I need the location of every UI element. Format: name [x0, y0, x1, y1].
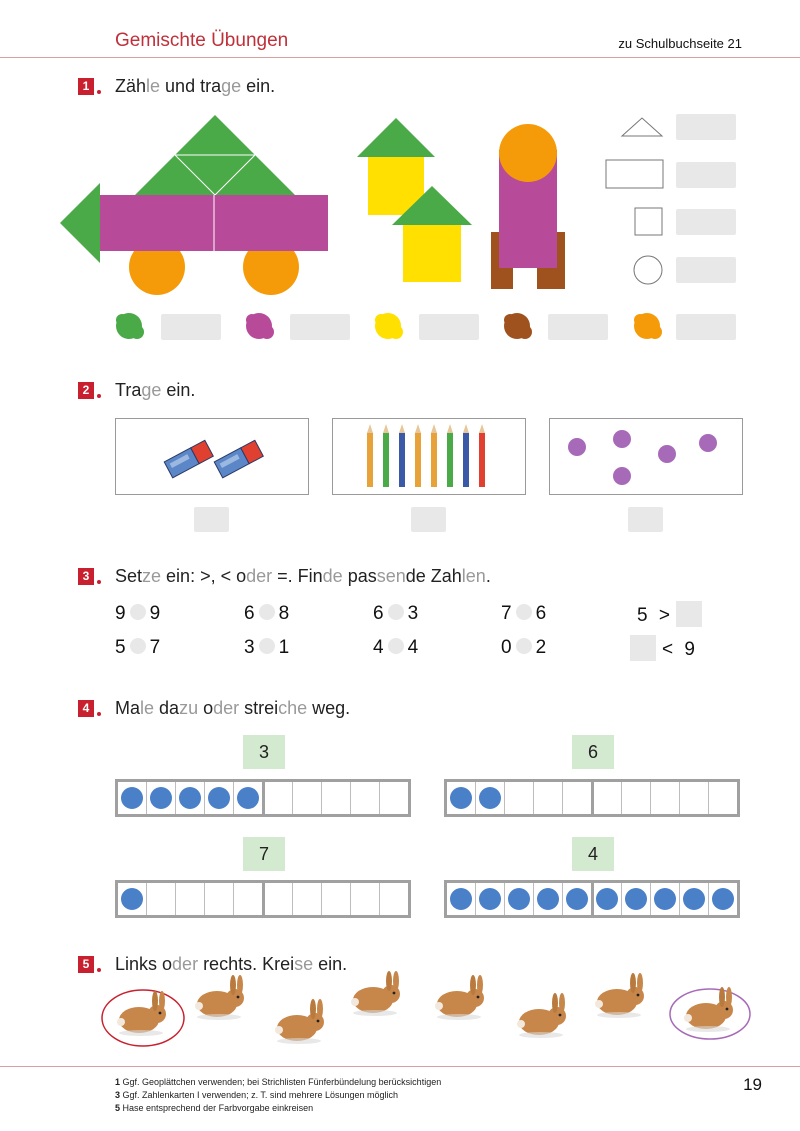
- dot-picture-frame: [549, 418, 743, 495]
- magenta-count-box[interactable]: [290, 314, 350, 340]
- ten-frame-cell[interactable]: [709, 883, 737, 915]
- ten-frame-cell[interactable]: [380, 883, 408, 915]
- comparison-item: 6 3: [373, 603, 419, 624]
- ten-frame-cell[interactable]: [322, 883, 351, 915]
- pencil-icon: [479, 433, 485, 487]
- task-dot: [97, 580, 101, 584]
- task-1-instruction: Zähle und trage ein.: [115, 76, 276, 96]
- footnote: 3 Ggf. Zahlenkarten I verwenden; z. T. sind mehrere Lösungen möglich: [115, 1090, 399, 1100]
- comparison-item: 5 7: [115, 637, 161, 658]
- ten-frame[interactable]: [444, 880, 740, 918]
- color-scribble-icon: [504, 313, 532, 339]
- task-dot: [97, 90, 101, 94]
- task-5-instruction: Links oder rechts. Kreise ein.: [115, 954, 348, 974]
- ten-frame-cell[interactable]: [265, 883, 294, 915]
- color-scribble-icon: [634, 313, 662, 339]
- ten-frame[interactable]: [115, 779, 411, 817]
- dot-count-box[interactable]: [628, 507, 663, 532]
- blue-counter-chip: [596, 888, 618, 910]
- orange-count-box[interactable]: [676, 314, 736, 340]
- schoolbook-reference: zu Schulbuchseite 21: [618, 36, 742, 51]
- comparison-item: 4 4: [373, 637, 419, 658]
- task-number-3: 3: [78, 568, 94, 585]
- rectangle-icon: [606, 160, 663, 188]
- target-number: 7: [243, 837, 285, 871]
- comparison-item: < 9: [624, 637, 695, 663]
- target-number: 4: [572, 837, 614, 871]
- ten-frame-cell[interactable]: [176, 782, 205, 814]
- comparison-circle[interactable]: [388, 604, 404, 620]
- page-title: Gemischte Übungen: [115, 30, 289, 51]
- ten-frame-cell[interactable]: [476, 782, 505, 814]
- footnote: 5 Hase entsprechend der Farbvorgabe einkreisen: [115, 1103, 314, 1113]
- pencil-icon: [447, 433, 453, 487]
- task-number-4: 4: [78, 700, 94, 717]
- ten-frame-cell[interactable]: [563, 883, 594, 915]
- ten-frame-cell[interactable]: [118, 782, 147, 814]
- ten-frame-cell[interactable]: [205, 883, 234, 915]
- page-number: 19: [743, 1075, 762, 1094]
- shape-figures: [55, 110, 575, 300]
- comparison-circle[interactable]: [259, 638, 275, 654]
- task-number-5: 5: [78, 956, 94, 973]
- number-box[interactable]: [676, 601, 702, 627]
- ten-frame-cell[interactable]: [205, 782, 234, 814]
- shape-legend: [600, 110, 670, 290]
- color-scribble-icon: [116, 313, 144, 339]
- blue-counter-chip: [654, 888, 676, 910]
- triangle-count-box[interactable]: [676, 114, 736, 140]
- blue-counter-chip: [150, 787, 172, 809]
- ten-frame-cell[interactable]: [147, 883, 176, 915]
- ten-frame-cell[interactable]: [563, 782, 594, 814]
- task-number-1: 1: [78, 78, 94, 95]
- ten-frame-cell[interactable]: [651, 883, 680, 915]
- blue-counter-chip: [450, 787, 472, 809]
- comparison-item: 5 >: [637, 603, 708, 629]
- comparison-circle[interactable]: [130, 638, 146, 654]
- pencil-picture-frame: [332, 418, 526, 495]
- ten-frame-cell[interactable]: [534, 883, 563, 915]
- pencil-icon: [383, 433, 389, 487]
- comparison-circle[interactable]: [130, 604, 146, 620]
- ten-frame-cell[interactable]: [447, 782, 476, 814]
- pencil-count-box[interactable]: [411, 507, 446, 532]
- rectangle-count-box[interactable]: [676, 162, 736, 188]
- house-figure: [357, 118, 472, 282]
- ten-frame-cell[interactable]: [594, 883, 623, 915]
- comparison-item: 9 9: [115, 603, 161, 624]
- yellow-count-box[interactable]: [419, 314, 479, 340]
- task-dot: [97, 394, 101, 398]
- ten-frame-cell[interactable]: [476, 883, 505, 915]
- ten-frame-cell[interactable]: [622, 782, 651, 814]
- comparison-circle[interactable]: [516, 604, 532, 620]
- target-number: 3: [243, 735, 285, 769]
- comparison-circle[interactable]: [388, 638, 404, 654]
- ten-frame-cell[interactable]: [651, 782, 680, 814]
- blue-counter-chip: [712, 888, 734, 910]
- comparison-item: 0 2: [501, 637, 547, 658]
- ten-frame[interactable]: [115, 880, 411, 918]
- ten-frame-cell[interactable]: [380, 782, 408, 814]
- blue-counter-chip: [208, 787, 230, 809]
- ten-frame-cell[interactable]: [234, 883, 265, 915]
- circle-count-box[interactable]: [676, 257, 736, 283]
- eraser-count-box[interactable]: [194, 507, 229, 532]
- ten-frame-cell[interactable]: [293, 883, 322, 915]
- blue-counter-chip: [508, 888, 530, 910]
- blue-counter-chip: [566, 888, 588, 910]
- blue-counter-chip: [450, 888, 472, 910]
- ten-frame-cell[interactable]: [709, 782, 737, 814]
- ten-frame-cell[interactable]: [147, 782, 176, 814]
- ten-frame-cell[interactable]: [622, 883, 651, 915]
- task-2-instruction: Trage ein.: [115, 380, 196, 400]
- ten-frame-cell[interactable]: [351, 883, 380, 915]
- ten-frame-cell[interactable]: [447, 883, 476, 915]
- comparison-item: 3 1: [244, 637, 290, 658]
- blue-counter-chip: [179, 787, 201, 809]
- eraser-icon: [116, 419, 308, 494]
- blue-counter-chip: [537, 888, 559, 910]
- blue-counter-chip: [237, 787, 259, 809]
- blue-counter-chip: [625, 888, 647, 910]
- triangle-icon: [622, 118, 662, 136]
- footnote: 1 Ggf. Geoplättchen verwenden; bei Strichlisten Fünferbündelung berücksichtigen: [115, 1077, 442, 1087]
- blue-counter-chip: [121, 888, 143, 910]
- pencil-icon: [367, 433, 373, 487]
- rabbit-row: [95, 968, 765, 1050]
- ten-frame[interactable]: [444, 779, 740, 817]
- circle-icon: [634, 256, 662, 284]
- comparison-item: 6 8: [244, 603, 290, 624]
- footer-rule: [0, 1066, 800, 1067]
- blue-counter-chip: [479, 888, 501, 910]
- pencil-icon: [431, 433, 437, 487]
- blue-counter-chip: [121, 787, 143, 809]
- ten-frame-cell[interactable]: [176, 883, 205, 915]
- ten-frame-cell[interactable]: [534, 782, 563, 814]
- pencil-icon: [415, 433, 421, 487]
- brown-count-box[interactable]: [548, 314, 608, 340]
- ten-frame-cell[interactable]: [265, 782, 294, 814]
- task-3-instruction: Setze ein: >, < oder =. Finde passende Zahlen.: [115, 566, 491, 586]
- ten-frame-cell[interactable]: [680, 883, 709, 915]
- ten-frame-cell[interactable]: [234, 782, 265, 814]
- ten-frame-cell[interactable]: [118, 883, 147, 915]
- pencil-icon: [463, 433, 469, 487]
- header-rule: [0, 57, 800, 58]
- rocket-figure: [491, 124, 565, 289]
- dots-illustration: [550, 419, 742, 494]
- ten-frame-cell[interactable]: [594, 782, 623, 814]
- target-number: 6: [572, 735, 614, 769]
- ten-frame-cell[interactable]: [505, 782, 534, 814]
- blue-counter-chip: [479, 787, 501, 809]
- square-icon: [635, 208, 662, 235]
- square-count-box[interactable]: [676, 209, 736, 235]
- green-count-box[interactable]: [161, 314, 221, 340]
- task-dot: [97, 712, 101, 716]
- ten-frame-cell[interactable]: [293, 782, 322, 814]
- blue-counter-chip: [683, 888, 705, 910]
- number-box[interactable]: [630, 635, 656, 661]
- ten-frame-cell[interactable]: [505, 883, 534, 915]
- eraser-picture-frame: [115, 418, 309, 495]
- comparison-item: 7 6: [501, 603, 547, 624]
- task-number-2: 2: [78, 382, 94, 399]
- ten-frame-cell[interactable]: [322, 782, 351, 814]
- comparison-circle[interactable]: [516, 638, 532, 654]
- task-4-instruction: Male dazu oder streiche weg.: [115, 698, 351, 718]
- color-scribble-icon: [246, 313, 274, 339]
- color-scribble-icon: [375, 313, 403, 339]
- ten-frame-cell[interactable]: [351, 782, 380, 814]
- vehicle-figure: [60, 115, 328, 295]
- comparison-circle[interactable]: [259, 604, 275, 620]
- pencil-icon: [399, 433, 405, 487]
- ten-frame-cell[interactable]: [680, 782, 709, 814]
- pencil-icon: [333, 419, 525, 494]
